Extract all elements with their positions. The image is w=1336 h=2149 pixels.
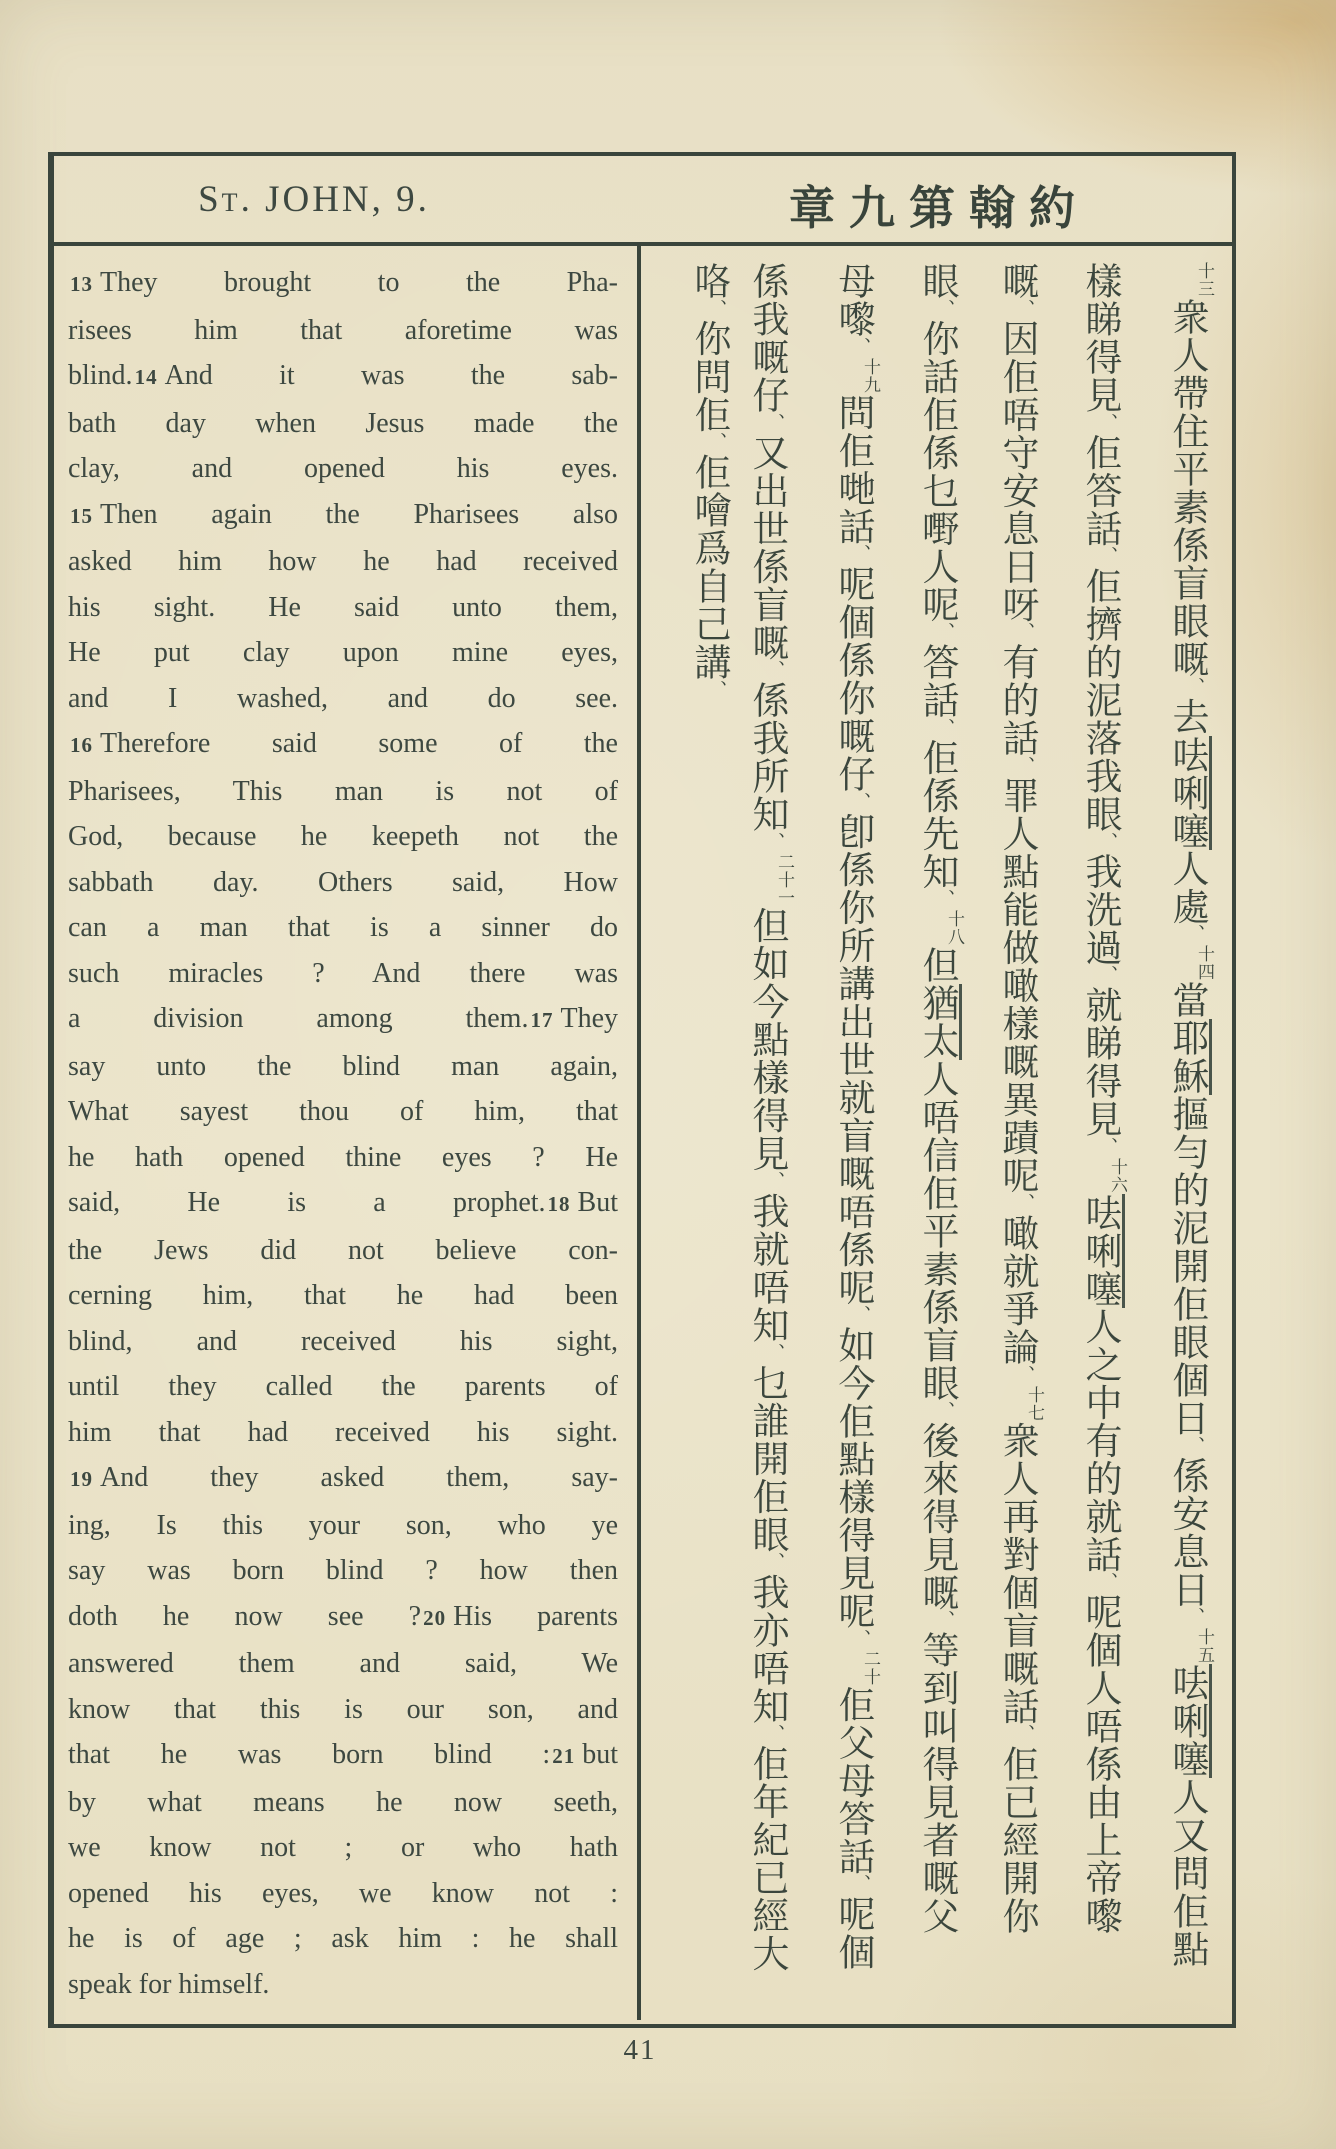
page-border-frame: [48, 152, 1236, 2028]
text-run: bath day when Jesus made the: [68, 407, 618, 439]
cjk-punctuation: 、: [934, 298, 956, 319]
verse-number: 21: [552, 1744, 576, 1768]
cjk-punctuation: 、: [764, 1552, 786, 1572]
text-run: opened his eyes, we know not :: [68, 1877, 618, 1909]
proper-name-mark: 呿唎噻: [1166, 736, 1212, 850]
chinese-vertical-column-3: 嘅、因佢唔守安息日呀、有的話、罪人點能做噉樣嘅異蹟呢、噉就爭論、十七衆人再對個盲嘅話、佢已經開你: [996, 262, 1044, 1935]
text-run: They: [560, 1003, 618, 1034]
cjk-punctuation: 、: [1014, 1193, 1036, 1213]
text-run: he hath opened thine eyes ? He: [68, 1141, 618, 1173]
cjk-punctuation: 、: [1014, 298, 1036, 319]
cjk-punctuation: 、: [934, 1610, 956, 1630]
page-header: [54, 156, 1232, 246]
text-run: such miracles ? And there was: [68, 957, 618, 989]
verse-marker: 十四: [1194, 945, 1214, 981]
text-run: him that had received his sight.: [68, 1416, 618, 1448]
cjk-punctuation: 、: [764, 1723, 786, 1744]
text-run: until they called the parents of: [68, 1371, 618, 1402]
verse-number: 20: [423, 1605, 447, 1630]
text-run: blind.: [68, 360, 133, 391]
verse-marker: 十六: [1107, 1157, 1127, 1194]
text-run: the Jews did not believe con-: [68, 1234, 618, 1266]
text-run: doth he now see ?: [68, 1600, 422, 1632]
chinese-vertical-column-5: 母嚟、十九問佢哋話、呢個係你嘅仔、卽係你所講出世就盲嘅唔係呢、如今佢點樣得見呢、二十佢父母答話、呢個: [832, 262, 880, 1971]
verse-number: 16: [70, 733, 93, 757]
cjk-punctuation: 、: [850, 1628, 872, 1649]
verse-number: 17: [530, 1008, 554, 1032]
chinese-vertical-column-2: 樣睇得見、佢答話、佢擠的泥落我眼、我洗過、就睇得見、十六呿唎噻人之中有的就話、呢個人唔係由上帝嚟: [1079, 262, 1127, 1935]
verse-number: 19: [70, 1467, 93, 1491]
cjk-punctuation: 、: [706, 298, 728, 319]
cjk-punctuation: 、: [706, 679, 728, 700]
cjk-punctuation: 、: [764, 1342, 786, 1363]
cjk-punctuation: 、: [1097, 831, 1119, 852]
text-run: What sayest thou of him, that: [68, 1096, 618, 1127]
verse-marker: 二十一: [774, 852, 794, 907]
cjk-punctuation: 、: [1184, 676, 1206, 697]
cjk-punctuation: 、: [1097, 546, 1119, 566]
text-run: speak for himself.: [68, 1968, 270, 2000]
cjk-punctuation: 、: [1097, 412, 1119, 433]
text-run: And it was the sab-: [164, 360, 618, 391]
cjk-punctuation: 、: [1014, 755, 1036, 776]
text-run: by what means he now seeth,: [68, 1786, 618, 1818]
header-title-chinese: 章九第翰約: [789, 181, 1089, 235]
text-run: his sight. He said unto them,: [68, 591, 618, 623]
cjk-punctuation: 、: [1184, 1607, 1206, 1627]
verse-number: 18: [547, 1192, 571, 1216]
text-run: said, He is a prophet.: [68, 1187, 546, 1218]
cjk-punctuation: 、: [934, 717, 956, 738]
cjk-punctuation: 、: [1014, 622, 1036, 642]
verse-marker: 十七: [1024, 1385, 1044, 1422]
text-run: say was born blind ? how then: [68, 1555, 618, 1586]
text-run: answered them and said, We: [68, 1648, 618, 1679]
text-run: can a man that is a sinner do: [68, 912, 618, 943]
cjk-punctuation: 、: [850, 791, 872, 812]
cjk-punctuation: 、: [1184, 1435, 1206, 1456]
chinese-vertical-column-6: 係我嘅仔、又出世係盲嘅、係我所知、二十一但如今點樣得見、我就唔知、乜誰開佢眼、我亦唔知、佢年紀已經大: [746, 262, 794, 1973]
cjk-punctuation: 、: [1097, 1572, 1119, 1592]
text-run: But: [577, 1187, 618, 1218]
text-run: know that this is our son, and: [68, 1693, 618, 1725]
verse-marker: 十五: [1194, 1628, 1214, 1664]
cjk-punctuation: 、: [764, 1171, 786, 1191]
chinese-text-columns: [54, 260, 1232, 2020]
cjk-punctuation: 、: [706, 432, 728, 452]
text-run: and I washed, and do see.: [68, 682, 618, 714]
verse-number: 13: [70, 272, 93, 296]
cjk-punctuation: 、: [1097, 965, 1119, 985]
text-run: His parents: [453, 1600, 618, 1632]
header-title-english: St. JOHN, 9.: [198, 179, 430, 220]
text-run: but: [582, 1739, 618, 1770]
text-run: that he was born blind :: [68, 1739, 551, 1770]
verse-number: 14: [134, 365, 158, 389]
verse-number: 15: [70, 503, 93, 528]
cjk-punctuation: 、: [934, 622, 956, 642]
text-run: a division among them.: [68, 1003, 529, 1034]
page-number: 41: [623, 2034, 657, 2066]
verse-marker: 十三: [1194, 262, 1214, 298]
text-run: cerning him, that he had been: [68, 1280, 618, 1311]
cjk-punctuation: 、: [764, 412, 786, 433]
cjk-punctuation: 、: [934, 889, 956, 909]
proper-name-mark: 猶太: [916, 984, 962, 1060]
text-run: They brought to the Pha-: [100, 267, 618, 298]
chinese-vertical-column-4: 眼、你話佢係乜嘢人呢、答話、佢係先知、十八但猶太人唔信佢平素係盲眼、後來得見嘅、等到叫得見者嘅父: [916, 262, 964, 1935]
cjk-punctuation: 、: [764, 660, 786, 680]
text-run: God, because he keepeth not the: [68, 821, 618, 852]
cjk-punctuation: 、: [850, 544, 872, 564]
verse-marker: 十八: [944, 910, 964, 946]
text-run: clay, and opened his eyes.: [68, 453, 618, 484]
cjk-punctuation: 、: [764, 831, 786, 852]
text-run: He put clay upon mine eyes,: [68, 637, 618, 668]
text-run: Therefore said some of the: [100, 728, 618, 759]
text-run: Pharisees, This man is not of: [68, 775, 618, 807]
cjk-punctuation: 、: [850, 336, 872, 357]
cjk-punctuation: 、: [934, 1400, 956, 1421]
cjk-punctuation: 、: [850, 1305, 872, 1325]
text-run: sabbath day. Others said, How: [68, 866, 618, 898]
cjk-punctuation: 、: [1014, 1724, 1036, 1744]
proper-name-mark: 耶穌: [1166, 1019, 1212, 1095]
cjk-punctuation: 、: [1184, 924, 1206, 944]
text-run: say unto the blind man again,: [68, 1050, 618, 1082]
verse-marker: 十九: [860, 357, 880, 394]
cjk-punctuation: 、: [850, 1874, 872, 1894]
proper-name-mark: 呿唎噻: [1079, 1194, 1125, 1308]
text-run: And they asked them, say-: [100, 1462, 618, 1493]
text-run: blind, and received his sight,: [68, 1325, 618, 1357]
cjk-punctuation: 、: [1097, 1136, 1119, 1157]
chinese-vertical-column-1: 十三衆人帶住平素係盲眼嘅、去呿唎噻人處、十四當耶穌摳勻的泥開佢眼個日、係安息日、十五呿唎噻人又問佢點: [1166, 262, 1214, 1968]
text-run: ing, Is this your son, who ye: [68, 1509, 618, 1541]
proper-name-mark: 呿唎噻: [1166, 1664, 1212, 1778]
cjk-punctuation: 、: [1014, 1364, 1036, 1385]
verse-marker: 二十: [860, 1649, 880, 1686]
text-run: he is of age ; ask him : he shall: [68, 1923, 618, 1954]
text-run: asked him how he had received: [68, 546, 618, 577]
chinese-vertical-column-7: 咯、你問佢、佢噲爲自己講、: [688, 262, 731, 700]
text-run: we know not ; or who hath: [68, 1832, 618, 1863]
text-run: Then again the Pharisees also: [100, 498, 618, 530]
text-run: risees him that aforetime was: [68, 314, 618, 346]
